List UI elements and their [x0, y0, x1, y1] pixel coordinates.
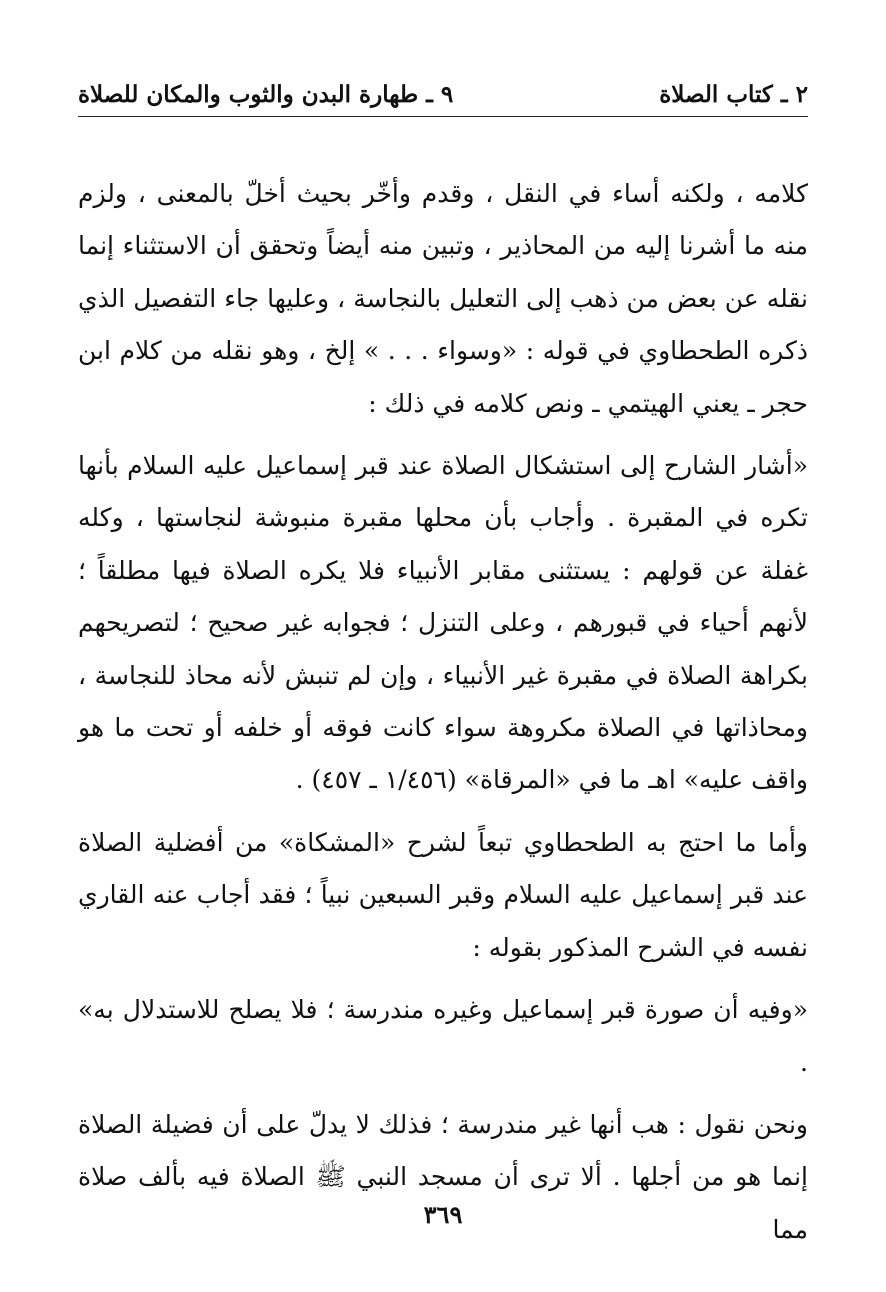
running-header: [78, 74, 808, 114]
header-divider: [78, 116, 808, 117]
paragraph-4-quote: «وفيه أن صورة قبر إسماعيل وغيره مندرسة ؛ فلا يصلح للاستدلال به» .: [78, 995, 808, 1077]
paragraph-1: كلامه ، ولكنه أساء في النقل ، وقدم وأخّر بحيث أخلّ بالمعنى ، ولزم منه ما أشرنا إليه من المحاذير ، وتبين منه أيضاً وتحقق أن الاستثناء إنما نقله عن بعض من ذهب إلى التعليل بالنجاسة ، وعليها جاء التفصيل الذي ذكره الطحطاوي في قوله : «وسواء . . . » إلخ ، وهو نقله من كلام ابن حجر ـ يعني الهيتمي ـ ونص كلامه في ذلك :: [78, 179, 808, 418]
paragraph-5: ونحن نقول : هب أنها غير مندرسة ؛ فذلك لا يدلّ على أن فضيلة الصلاة إنما هو من أجلها . ألا ترى أن مسجد النبي ﷺ الصلاة فيه بألف صلاة مما: [78, 1109, 808, 1244]
book-title: ٢ ـ كتاب الصلاة: [659, 80, 808, 108]
chapter-title: ٩ ـ طهارة البدن والثوب والمكان للصلاة: [78, 80, 454, 108]
paragraph-3: وأما ما احتج به الطحطاوي تبعاً لشرح «المشكاة» من أفضلية الصلاة عند قبر إسماعيل عليه السلام وقبر السبعين نبياً ؛ فقد أجاب عنه القاري نفسه في الشرح المذكور بقوله :: [78, 827, 808, 962]
page-number: ٣٦٩: [423, 1200, 463, 1229]
body-text: [78, 168, 808, 1256]
paragraph-2-quote: «أشار الشارح إلى استشكال الصلاة عند قبر إسماعيل عليه السلام بأنها تكره في المقبرة . وأجاب بأن محلها مقبرة منبوشة لنجاستها ، وكله غفلة عن قولهم : يستثنى مقابر الأنبياء فلا يكره الصلاة فيها مطلقاً ؛ لأنهم أحياء في قبورهم ، وعلى التنزل ؛ فجوابه غير صحيح ؛ لتصريحهم بكراهة الصلاة في مقبرة غير الأنبياء ، وإن لم تنبش لأنه محاذ للنجاسة ، ومحاذاتها في الصلاة مكروهة سواء كانت فوقه أو خلفه أو تحت ما هو واقف عليه» اهـ ما في «المرقاة» (١/٤٥٦ ـ ٤٥٧) .: [78, 451, 808, 795]
